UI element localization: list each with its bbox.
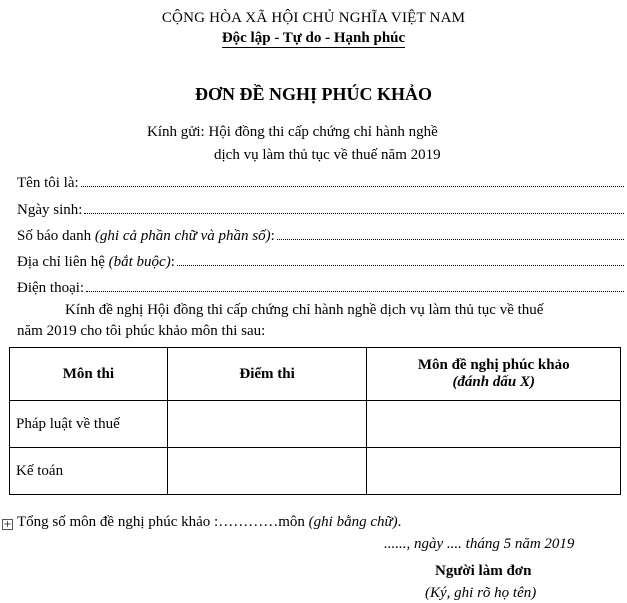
motto <box>0 30 627 47</box>
row-subject: Kế toán <box>10 448 168 495</box>
total-text: Tổng số môn đề nghị phúc khảo :…………môn <box>17 514 309 530</box>
date-line: ......, ngày .... tháng 5 năm 2019 <box>384 536 575 552</box>
header-review-note: (đánh dấu X) <box>452 374 535 390</box>
addressee-line-1: Kính gửi: Hội đồng thi cấp chứng chỉ hành nghề <box>147 124 438 140</box>
table-row <box>10 448 621 495</box>
nation-heading: CỘNG HÒA XÃ HỘI CHỦ NGHĨA VIỆT NAM <box>161 10 466 26</box>
row-score-cell[interactable] <box>167 448 367 495</box>
request-line-1: Kính đề nghị Hội đồng thi cấp chứng chỉ hành nghề dịch vụ làm thủ tục về thuế <box>65 302 544 318</box>
header-subject: Môn thi <box>10 348 168 401</box>
row-review-cell[interactable] <box>367 401 621 448</box>
table-row <box>10 401 621 448</box>
field-name <box>17 172 624 192</box>
row-score-cell[interactable] <box>167 401 367 448</box>
field-name-label: Tên tôi là: <box>17 175 79 191</box>
request-line-2: năm 2019 cho tôi phúc khảo môn thi sau: <box>17 323 266 339</box>
row-review-cell[interactable] <box>367 448 621 495</box>
header-review <box>367 348 621 401</box>
field-address-input[interactable] <box>177 251 624 266</box>
header-score: Điểm thi <box>167 348 367 401</box>
field-phone-input[interactable] <box>86 277 624 292</box>
field-dob <box>17 199 624 219</box>
field-id <box>17 225 624 245</box>
field-phone-label: Điện thoại: <box>17 280 85 296</box>
field-dob-input[interactable] <box>84 199 624 214</box>
row-subject: Pháp luật về thuế <box>10 401 168 448</box>
field-id-colon: : <box>270 228 275 244</box>
field-id-label: Số báo danh <box>17 228 95 244</box>
motto-text: Độc lập - Tự do - Hạnh phúc <box>221 30 406 46</box>
addressee-line-2: dịch vụ làm thủ tục về thuế năm 2019 <box>214 147 441 163</box>
field-address-label: Địa chỉ liên hệ <box>17 254 109 270</box>
field-address-colon: : <box>170 254 175 270</box>
field-address <box>17 251 624 271</box>
table-header-row <box>10 348 621 401</box>
signer-title: Người làm đơn <box>435 563 532 579</box>
total-line <box>17 514 401 531</box>
expand-plus-icon[interactable]: + <box>3 519 12 530</box>
field-id-input[interactable] <box>277 225 624 240</box>
field-dob-label: Ngày sinh: <box>17 202 83 218</box>
header-review-label: Môn đề nghị phúc khảo <box>417 357 570 373</box>
signer-note: (Ký, ghi rõ họ tên) <box>425 585 537 601</box>
field-address-note: (bắt buộc) <box>108 254 171 270</box>
field-name-input[interactable] <box>81 172 624 187</box>
total-end: . <box>397 514 402 530</box>
form-title: ĐƠN ĐỀ NGHỊ PHÚC KHẢO <box>194 84 432 104</box>
total-note: (ghi bằng chữ) <box>308 514 398 530</box>
score-table <box>9 347 621 495</box>
field-phone <box>17 277 624 297</box>
field-id-note: (ghi cả phần chữ và phần số) <box>94 228 271 244</box>
